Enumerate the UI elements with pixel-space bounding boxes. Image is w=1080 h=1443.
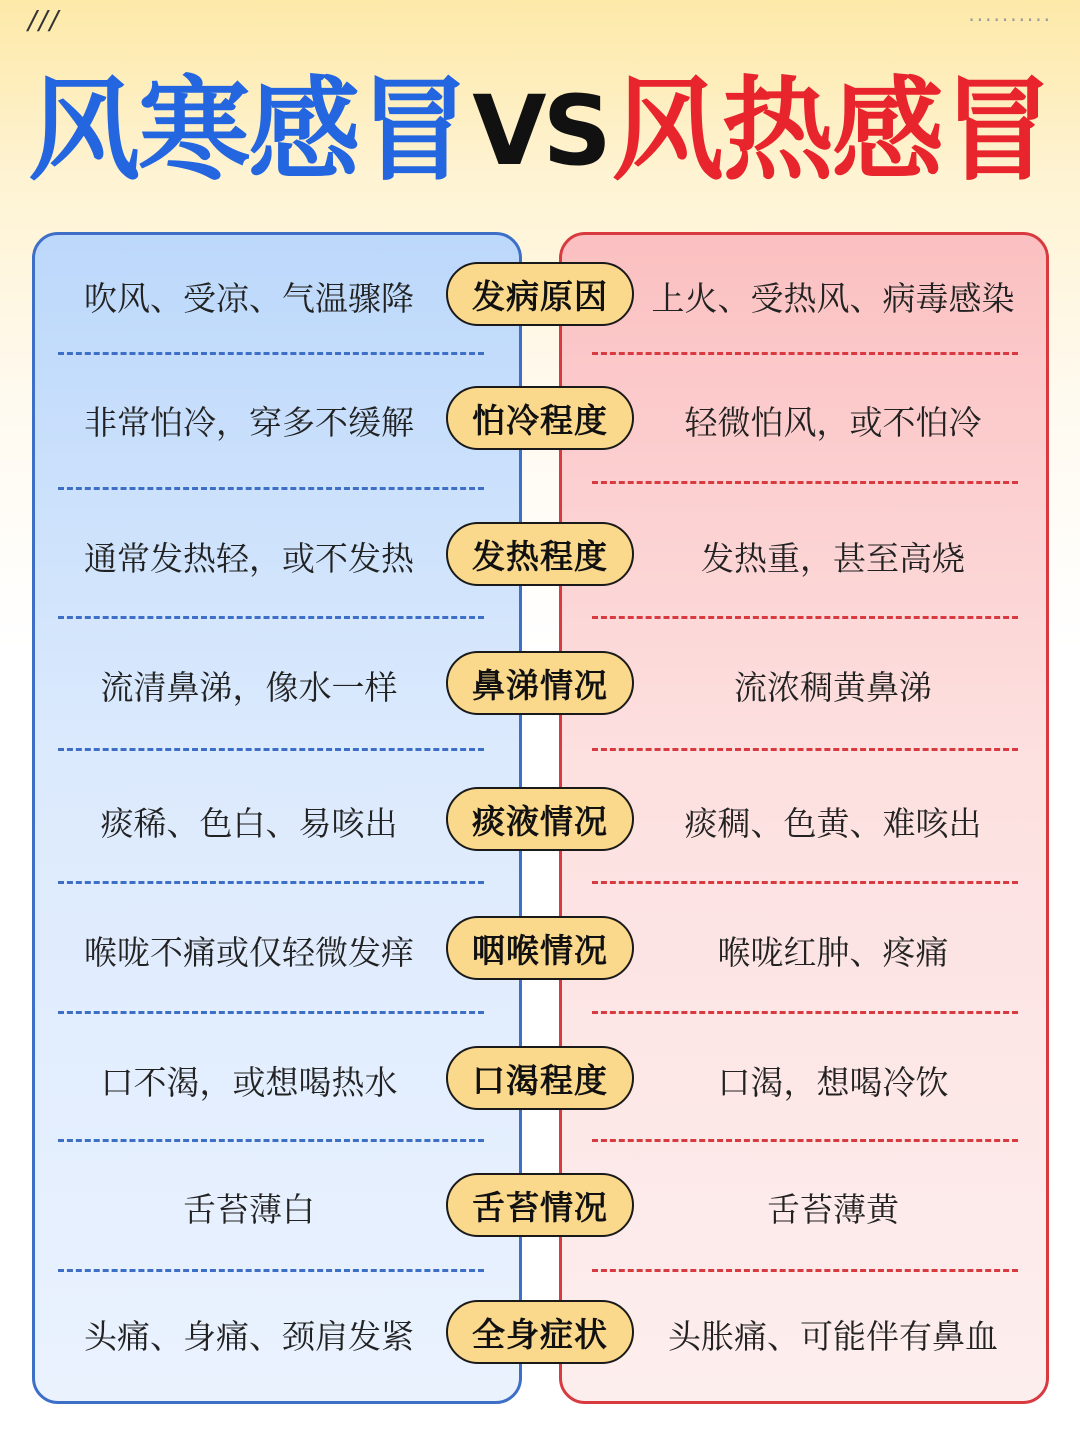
wind-cold-text: 舌苔薄白: [183, 1189, 315, 1229]
wind-cold-text: 通常发热轻，或不发热: [84, 538, 414, 578]
divider: [58, 748, 484, 751]
wind-cold-text: 头痛、身痛、颈肩发紧: [84, 1316, 414, 1356]
wind-heat-text: 喉咙红肿、疼痛: [717, 932, 949, 972]
divider: [592, 616, 1018, 619]
wind-cold-text: 口不渴，或想喝热水: [100, 1062, 398, 1102]
comparison-row: [0, 1171, 1080, 1243]
title-wind-heat: 风热感冒: [611, 66, 1052, 196]
category-label: 鼻涕情况: [446, 651, 634, 715]
category-label: 口渴程度: [446, 1046, 634, 1110]
comparison-row: [0, 914, 1080, 986]
divider: [592, 1139, 1018, 1142]
category-label: 怕冷程度: [446, 386, 634, 450]
wind-cold-text: 吹风、受凉、气温骤降: [84, 278, 414, 318]
wind-cold-text: 喉咙不痛或仅轻微发痒: [84, 932, 414, 972]
divider: [58, 1011, 484, 1014]
comparison-row: [0, 649, 1080, 721]
comparison-row: [0, 1298, 1080, 1370]
divider: [58, 1139, 484, 1142]
wind-heat-text: 发热重，甚至高烧: [701, 538, 965, 578]
category-label: 全身症状: [446, 1300, 634, 1364]
divider: [592, 748, 1018, 751]
comparison-row: [0, 520, 1080, 592]
divider: [58, 487, 484, 490]
comparison-row: [0, 260, 1080, 332]
wind-heat-text: 口渴，想喝冷饮: [717, 1062, 949, 1102]
title-vs: VS: [472, 75, 608, 187]
comparison-row: [0, 1044, 1080, 1116]
comparison-row: [0, 785, 1080, 857]
wind-heat-text: 轻微怕风，或不怕冷: [684, 402, 982, 442]
wind-heat-text: 头胀痛、可能伴有鼻血: [668, 1316, 998, 1356]
category-label: 舌苔情况: [446, 1173, 634, 1237]
wind-cold-text: 流清鼻涕，像水一样: [100, 667, 398, 707]
decorative-slashes: ///: [28, 6, 61, 36]
wind-cold-text: 痰稀、色白、易咳出: [100, 803, 398, 843]
divider: [58, 1269, 484, 1272]
divider: [592, 1011, 1018, 1014]
divider: [592, 481, 1018, 484]
title-wind-cold: 风寒感冒: [28, 66, 469, 196]
wind-heat-text: 痰稠、色黄、难咳出: [684, 803, 982, 843]
category-label: 痰液情况: [446, 787, 634, 851]
category-label: 发病原因: [446, 262, 634, 326]
page-title: [0, 66, 1080, 196]
divider: [592, 352, 1018, 355]
divider: [58, 881, 484, 884]
divider: [592, 1269, 1018, 1272]
wind-heat-text: 流浓稠黄鼻涕: [734, 667, 932, 707]
divider: [592, 881, 1018, 884]
divider: [58, 616, 484, 619]
category-label: 发热程度: [446, 522, 634, 586]
wind-cold-text: 非常怕冷，穿多不缓解: [84, 402, 414, 442]
category-label: 咽喉情况: [446, 916, 634, 980]
divider: [58, 352, 484, 355]
comparison-row: [0, 384, 1080, 456]
wind-heat-text: 舌苔薄黄: [767, 1189, 899, 1229]
wind-heat-text: 上火、受热风、病毒感染: [651, 278, 1015, 318]
decorative-dots: ··········: [968, 8, 1052, 32]
